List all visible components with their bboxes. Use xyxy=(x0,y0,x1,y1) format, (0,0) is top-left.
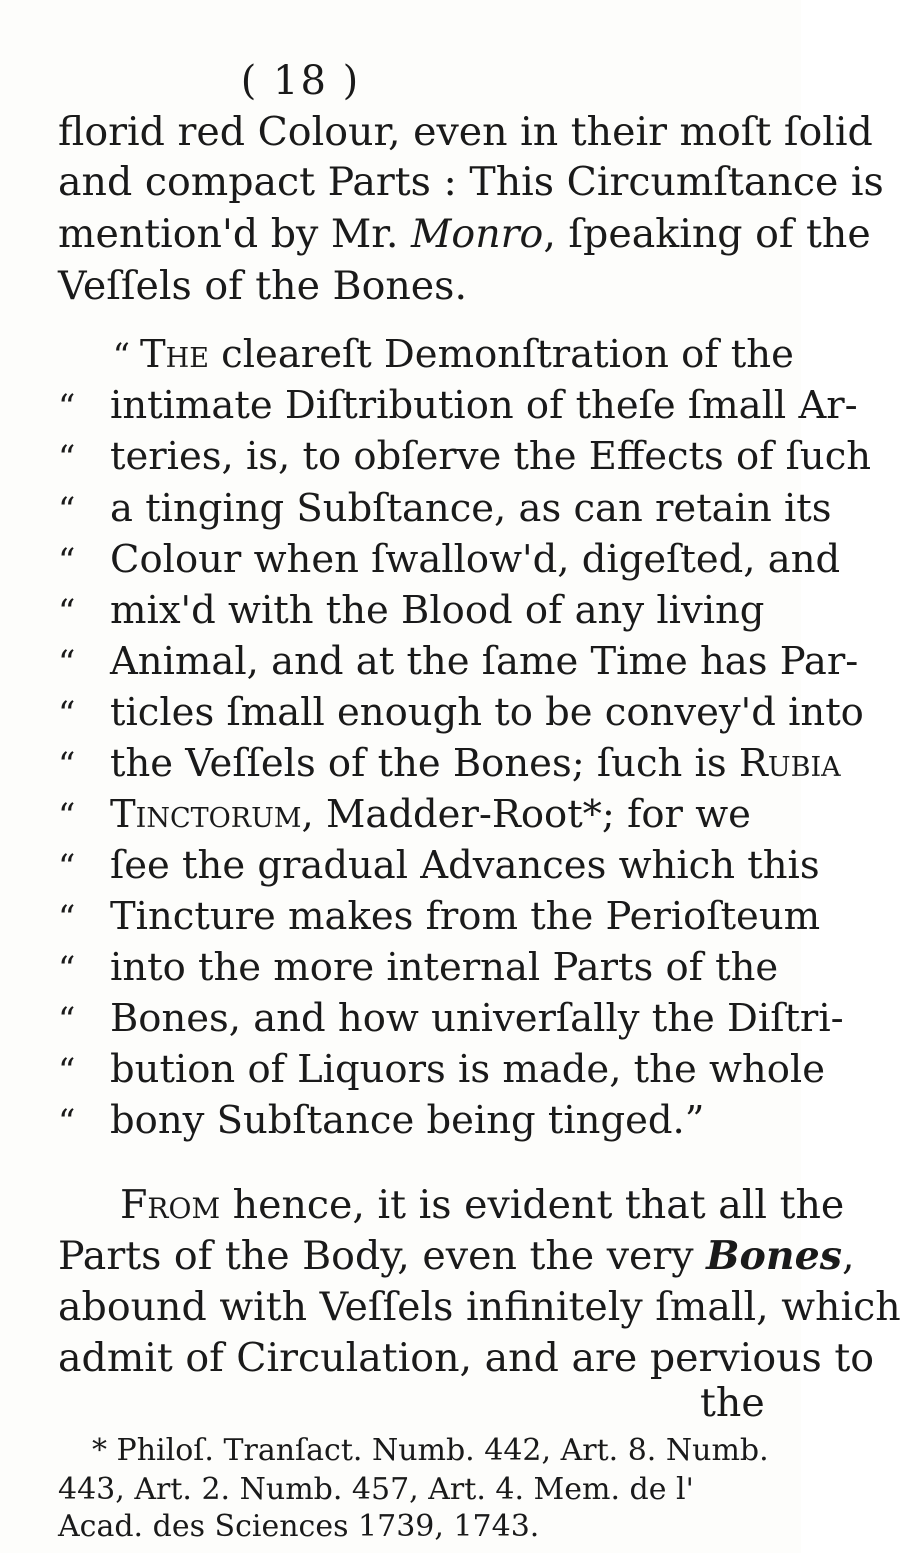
text-span: Bones, and how univerſally the Diſtri- xyxy=(110,996,844,1041)
text-span: Animal, and at the ſame Time has Par- xyxy=(110,639,859,684)
footnote-line: 443, Art. 2. Numb. 457, Art. 4. Mem. de l' xyxy=(58,1472,694,1507)
quote-mark: “ xyxy=(58,796,76,836)
quote-mark: “ xyxy=(58,592,76,632)
quote-line xyxy=(58,535,841,586)
quote-mark: “ xyxy=(58,438,76,478)
quote-mark: “ xyxy=(58,643,76,683)
text-span: teries, is, to obſerve the Effects of ſuch xyxy=(110,434,872,479)
text-span: hence, it is evident that all the xyxy=(220,1182,845,1228)
text-line: admit of Circulation, and are pervious to xyxy=(58,1335,875,1381)
text-span: ſee the gradual Advances which this xyxy=(110,843,820,888)
quote-mark: “ xyxy=(58,1051,76,1091)
text-line: Veſſels of the Bones. xyxy=(58,263,468,309)
catchword: the xyxy=(700,1380,765,1426)
text-span: , ſpeaking of the xyxy=(543,211,871,257)
quote-line xyxy=(58,1045,825,1096)
small-caps-word: From xyxy=(120,1182,221,1228)
text-line: abound with Veſſels infinitely ſmall, which xyxy=(58,1284,901,1330)
quote-mark: “ xyxy=(58,490,76,530)
quote-line xyxy=(58,484,832,535)
quote-mark: “ xyxy=(58,694,76,734)
quote-mark: “ xyxy=(58,898,76,938)
footnote-line: Acad. des Sciences 1739, 1743. xyxy=(58,1509,540,1544)
text-span: a tinging Subſtance, as can retain its xyxy=(110,486,832,531)
text-span: bution of Liquors is made, the whole xyxy=(110,1047,825,1092)
text-span: bony Subſtance being tinged.” xyxy=(110,1098,705,1143)
author-name: Monro xyxy=(410,211,544,257)
quote-line xyxy=(58,739,841,790)
text-line: florid red Colour, even in their moſt ſolid xyxy=(58,109,873,155)
text-line xyxy=(120,1180,844,1230)
text-span: the Veſſels of the Bones; ſuch is xyxy=(110,741,739,786)
text-span: cleareſt Demonſtration of the xyxy=(208,332,794,377)
quote-line xyxy=(58,994,844,1045)
quote-line xyxy=(58,637,859,688)
quote-mark: “ xyxy=(58,387,76,427)
quote-line xyxy=(58,330,794,381)
quote-mark: “ xyxy=(58,541,76,581)
text-span: intimate Diſtribution of theſe ſmall Ar- xyxy=(110,383,858,428)
text-line: and compact Parts : This Circumſtance is xyxy=(58,159,884,205)
footnote-line: * Philoſ. Tranſact. Numb. 442, Art. 8. Numb. xyxy=(92,1433,769,1468)
small-caps-word: Tinctorum xyxy=(110,792,302,837)
quote-mark: “ xyxy=(58,745,76,785)
text-span: Colour when ſwallow'd, digeſted, and xyxy=(110,537,841,582)
emphasis-word: Bones xyxy=(706,1233,842,1279)
text-span: , xyxy=(842,1233,855,1279)
small-caps-word: The xyxy=(140,332,209,377)
text-span: mix'd with the Blood of any living xyxy=(110,588,765,633)
quote-mark: “ xyxy=(58,847,76,887)
text-span: , Madder-Root*; for we xyxy=(301,792,751,837)
quote-mark: “ xyxy=(58,1102,76,1142)
text-line xyxy=(58,1231,855,1281)
text-line xyxy=(58,209,871,259)
quote-line xyxy=(58,1096,778,1147)
page-number: ( 18 ) xyxy=(240,58,361,104)
quote-line xyxy=(58,432,872,483)
text-span: Parts of the Body, even the very xyxy=(58,1233,707,1279)
quote-line xyxy=(58,586,778,637)
text-span: into the more internal Parts of the xyxy=(110,945,779,990)
quote-line xyxy=(58,381,858,432)
text-span: Tincture makes from the Perioſteum xyxy=(110,894,821,939)
quote-mark: “ xyxy=(58,949,76,989)
quote-line xyxy=(58,943,778,994)
quote-line xyxy=(58,841,820,892)
quote-line xyxy=(58,790,778,841)
small-caps-word: Rubia xyxy=(738,741,841,786)
quote-mark: “ xyxy=(58,1000,76,1040)
quote-line xyxy=(58,688,864,739)
quote-line xyxy=(58,892,821,943)
text-span: mention'd by Mr. xyxy=(58,211,411,257)
text-span: ticles ſmall enough to be convey'd into xyxy=(110,690,864,735)
quote-mark: “ xyxy=(112,336,130,376)
